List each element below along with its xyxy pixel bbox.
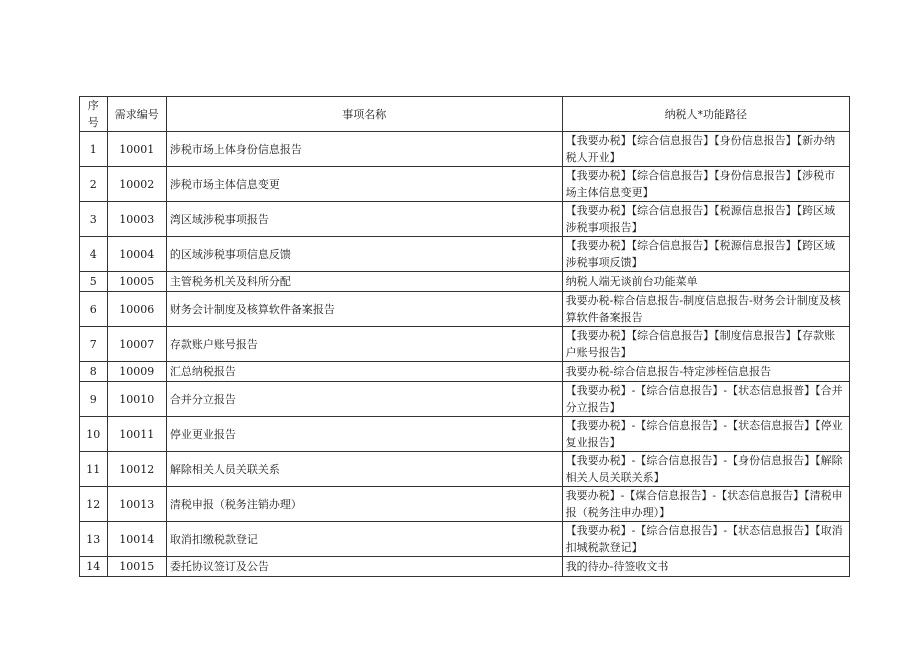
cell-name: 合并分立报告: [166, 382, 562, 417]
cell-code: 10007: [107, 327, 166, 362]
cell-code: 10011: [107, 417, 166, 452]
table-row: [80, 237, 850, 272]
table-row: [80, 382, 850, 417]
table-row: [80, 202, 850, 237]
cell-name: 湾区域涉税事项报告: [166, 202, 562, 237]
cell-no: 9: [80, 382, 108, 417]
cell-path: 我要办税-综合信息报告-特定涉桎信息报告: [562, 362, 849, 382]
cell-name: 涉税市场上体身份信息报告: [166, 132, 562, 167]
cell-no: 11: [80, 452, 108, 487]
cell-code: 10013: [107, 487, 166, 522]
cell-no: 3: [80, 202, 108, 237]
table-row: [80, 272, 850, 292]
cell-code: 10001: [107, 132, 166, 167]
cell-no: 7: [80, 327, 108, 362]
cell-name: 主管税务机关及科所分配: [166, 272, 562, 292]
cell-code: 10006: [107, 292, 166, 327]
cell-path: 我要办税】-【煤合信息报告】-【状态信息报告】【清税申报（税务注申办理）】: [562, 487, 849, 522]
cell-path: 纳税人端无谈前台功能菜单: [562, 272, 849, 292]
table-row: [80, 132, 850, 167]
cell-path: 我要办税-粽合信息报告-制度信息报告-财务会计制度及核算软件备案报告: [562, 292, 849, 327]
cell-path: 【我要办税】【综合信息报告】【制度信息报告】【存款账户账号报告】: [562, 327, 849, 362]
cell-code: 10003: [107, 202, 166, 237]
cell-code: 10012: [107, 452, 166, 487]
cell-path: 我的待办-待签收文书: [562, 557, 849, 577]
cell-no: 8: [80, 362, 108, 382]
cell-code: 10004: [107, 237, 166, 272]
cell-name: 财务会计制度及核算软件备案报告: [166, 292, 562, 327]
cell-path: 【我要办税】【综合信息报告】【税源信息报告】【跨区域涉税事项反馈】: [562, 237, 849, 272]
cell-code: 10010: [107, 382, 166, 417]
cell-path: 【我要办税】【综合信息报告】【身份信息报告】【涉税市场主体信息变更】: [562, 167, 849, 202]
table-row: [80, 522, 850, 557]
table-row: [80, 292, 850, 327]
table-row: [80, 167, 850, 202]
header-no: 序号: [80, 97, 108, 132]
cell-name: 汇总纳税报告: [166, 362, 562, 382]
table-row: [80, 417, 850, 452]
table-row: [80, 327, 850, 362]
requirements-table: [79, 96, 850, 577]
cell-path: 【我要办税】-【综合信息报告】-【身份信息报告】【解除相关人员关联关系】: [562, 452, 849, 487]
cell-path: 【我要办税】-【综合信息报告】-【状态信息报普】【合并分立报告】: [562, 382, 849, 417]
cell-name: 存款账户账号报告: [166, 327, 562, 362]
cell-name: 解除相关人员关联关系: [166, 452, 562, 487]
header-code: 需求编号: [107, 97, 166, 132]
header-name: 事项名称: [166, 97, 562, 132]
cell-name: 取消扣缴税款登记: [166, 522, 562, 557]
cell-no: 6: [80, 292, 108, 327]
cell-no: 1: [80, 132, 108, 167]
cell-code: 10005: [107, 272, 166, 292]
cell-path: 【我要办税】-【综合信息报告】-【状态信息报告】【取消扣城税款登记】: [562, 522, 849, 557]
cell-no: 4: [80, 237, 108, 272]
cell-no: 13: [80, 522, 108, 557]
document-sheet: [79, 96, 850, 577]
header-path: 纳税人*功能路径: [562, 97, 849, 132]
table-row: [80, 362, 850, 382]
cell-no: 14: [80, 557, 108, 577]
cell-no: 5: [80, 272, 108, 292]
cell-name: 停业更业报告: [166, 417, 562, 452]
cell-no: 2: [80, 167, 108, 202]
table-row: [80, 557, 850, 577]
cell-code: 10009: [107, 362, 166, 382]
table-row: [80, 452, 850, 487]
cell-no: 10: [80, 417, 108, 452]
cell-path: 【我要办税】-【综合信息报告】-【状态信息报告】【停业复业报告】: [562, 417, 849, 452]
cell-code: 10015: [107, 557, 166, 577]
cell-code: 10014: [107, 522, 166, 557]
cell-path: 【我要办税】【综合信息报告】【身份信息报告】【新办纳税人开业】: [562, 132, 849, 167]
cell-name: 的区域涉税事项信息反馈: [166, 237, 562, 272]
cell-code: 10002: [107, 167, 166, 202]
cell-name: 委托协议签订及公告: [166, 557, 562, 577]
cell-name: 清税申报（税务注销办理）: [166, 487, 562, 522]
table-row: [80, 487, 850, 522]
header-row: [80, 97, 850, 132]
cell-name: 涉税市场主体信息变更: [166, 167, 562, 202]
cell-path: 【我要办税】【综合信息报告】【税源信息报告】【跨区域涉税事项报告】: [562, 202, 849, 237]
cell-no: 12: [80, 487, 108, 522]
